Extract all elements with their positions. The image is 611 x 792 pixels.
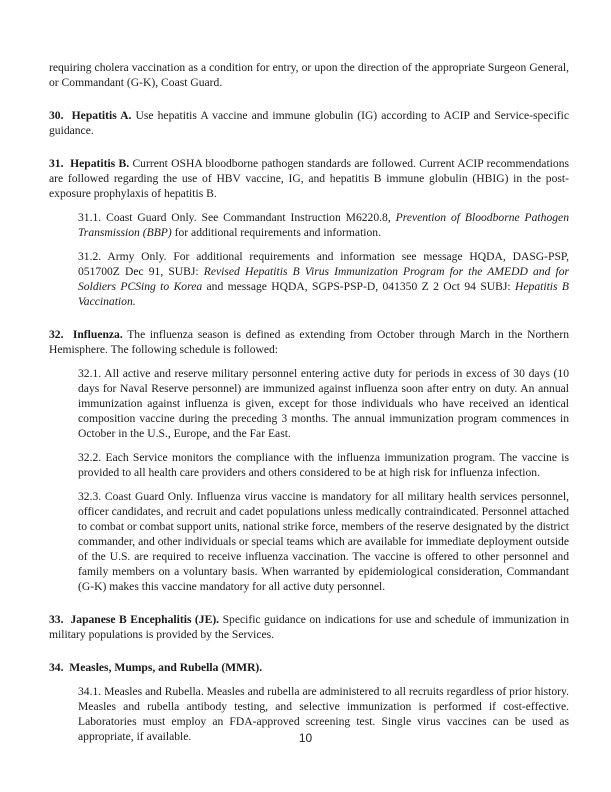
message-subject-citation: Hepatitis B Vaccination.	[78, 280, 569, 308]
section-number: 34.	[49, 661, 64, 674]
section-body: Use hepatitis A vaccine and immune globulin (IG) according to ACIP and Service-specific guidance.	[49, 109, 570, 137]
section-30-hepatitis-a	[49, 108, 569, 138]
subsection-text: 31.2. Army Only. For additional requirements and information see message HQDA, DASG-PSP, 051700Z Dec 91, SUBJ:	[78, 250, 569, 278]
section-body: Specific guidance on indications for use and schedule of immunization in military populations is provided by the Services.	[49, 613, 570, 641]
subsection-text: 31.1. Coast Guard Only. See Commandant Instruction M6220.8,	[78, 211, 396, 224]
section-number: 32.	[49, 328, 64, 341]
section-number: 33.	[49, 613, 64, 626]
section-32-influenza	[49, 327, 569, 357]
document-title-citation: Prevention of Bloodborne Pathogen Transmission (BBP)	[78, 211, 569, 239]
subsection-text: and message HQDA, SGPS-PSP-D, 041350 Z 2 Oct 94 SUBJ:	[202, 280, 516, 293]
section-title: Japanese B Encephalitis (JE).	[70, 613, 220, 626]
section-title: Measles, Mumps, and Rubella (MMR).	[69, 661, 263, 674]
subsection-31-1	[78, 210, 569, 240]
message-subject-citation: Revised Hepatitis B Virus Immunization Program for the AMEDD and for Soldiers PCSing to Korea	[78, 265, 570, 293]
page-number: 10	[298, 731, 313, 745]
section-title: Hepatitis A.	[71, 109, 132, 122]
subsection-34-1: 34.1. Measles and Rubella. Measles and rubella are administered to all recruits regardless of prior history. Measles and rubella antibody testing, and selective immunization is performed if cost-effective. Laboratories must employ an FDA-approved screening test. Single virus vaccines can be used as appropriate, if available.	[78, 685, 569, 743]
document-page	[49, 60, 569, 753]
section-31-hepatitis-b	[49, 156, 569, 201]
section-33-japanese-b-encephalitis	[49, 612, 569, 642]
subsection-31-2	[78, 249, 569, 309]
subsection-32-3: 32.3. Coast Guard Only. Influenza virus vaccine is mandatory for all military health services personnel, officer candidates, and recruit and cadet populations unless medically contraindicated. Personnel attached to combat or combat support units, national strike force, members of the reserve designated by the district commander, and other individuals or special teams which are available for immediate deployment outside of the U.S. are required to receive influenza vaccination. The vaccine is offered to other personnel and family members on a voluntary basis. When warranted by epidemiological consideration, Commandant (G-K) makes this vaccine mandatory for all active duty personnel.	[78, 490, 569, 593]
subsection-text: for additional requirements and information.	[171, 226, 382, 239]
section-body: Current OSHA bloodborne pathogen standards are followed. Current ACIP recommendations are followed regarding the use of HBV vaccine, IG, and hepatitis B immune globulin (HBIG) in the post-exposure prophylaxis of hepatitis B.	[49, 157, 569, 200]
section-number: 31.	[49, 157, 64, 170]
section-number: 30.	[49, 109, 64, 122]
section-body: The influenza season is defined as extending from October through March in the Northern Hemisphere. The following schedule is followed:	[49, 328, 569, 356]
intro-paragraph: requiring cholera vaccination as a condition for entry, or upon the direction of the appropriate Surgeon General, or Commandant (G-K), Coast Guard.	[49, 61, 569, 89]
subsection-32-1: 32.1. All active and reserve military personnel entering active duty for periods in excess of 30 days (10 days for Naval Reserve personnel) are immunized against influenza soon after entry on duty. An annual immunization against influenza is given, except for those individuals who have received an identical composition vaccine during the preceding 3 months. The annual immunization program commences in October in the U.S., Europe, and the Far East.	[78, 367, 569, 440]
section-title: Influenza.	[72, 328, 123, 341]
section-title: Hepatitis B.	[70, 157, 130, 170]
subsection-32-2: 32.2. Each Service monitors the compliance with the influenza immunization program. The vaccine is provided to all health care providers and others considered to be at high risk for influenza infection.	[78, 451, 569, 479]
section-34-mmr	[49, 660, 569, 675]
